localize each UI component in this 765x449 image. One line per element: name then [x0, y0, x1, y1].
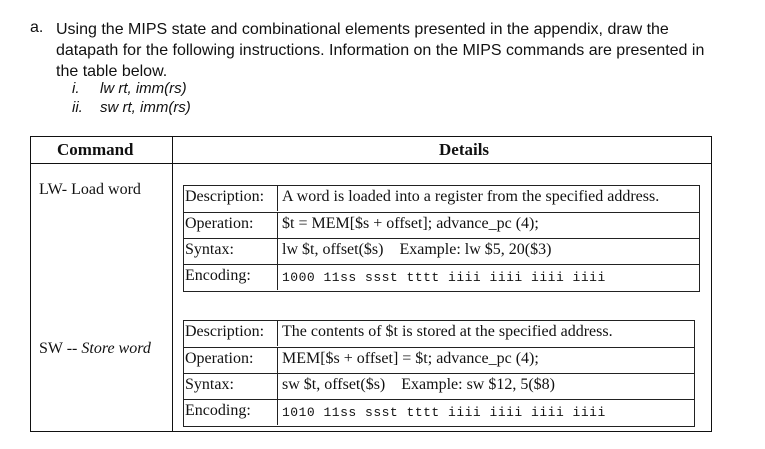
sub-item-number: i.	[72, 80, 80, 97]
detail-label: Encoding:	[185, 402, 251, 419]
detail-row-description	[184, 321, 694, 346]
sub-item-text: lw rt, imm(rs)	[100, 80, 187, 97]
detail-label: Encoding:	[185, 267, 251, 284]
detail-value: $t = MEM[$s + offset]; advance_pc (4);	[282, 215, 539, 232]
detail-value: sw $t, offset($s) Example: sw $12, 5($8)	[282, 376, 555, 393]
command-prefix: SW --	[39, 340, 82, 357]
header-details: Details	[439, 140, 490, 159]
detail-row-syntax	[184, 238, 699, 264]
detail-value: lw $t, offset($s) Example: lw $5, 20($3)	[282, 241, 552, 258]
details-box-lw	[183, 185, 700, 292]
sub-item-text: sw rt, imm(rs)	[100, 99, 191, 116]
detail-separator	[277, 321, 278, 346]
command-italic: Store word	[81, 340, 151, 357]
detail-value: A word is loaded into a register from the specified address.	[282, 188, 660, 205]
detail-value: 1000 11ss ssst tttt iiii iiii iiii iiii	[282, 270, 606, 285]
column-divider	[172, 137, 173, 431]
detail-separator	[277, 213, 278, 238]
command-lw: LW- Load word	[39, 181, 141, 198]
commands-table	[30, 136, 712, 432]
detail-label: Description:	[185, 323, 265, 340]
header-divider	[31, 163, 711, 164]
sub-item-number: ii.	[72, 99, 83, 116]
detail-row-encoding	[184, 264, 699, 290]
detail-label: Syntax:	[185, 241, 234, 258]
detail-separator	[277, 239, 278, 264]
detail-separator	[277, 400, 278, 425]
question-label: a.	[30, 19, 44, 36]
detail-label: Operation:	[185, 350, 254, 367]
question-text: Using the MIPS state and combinational elements presented in the appendix, draw the datapath for the following instructions. Information on the MIPS commands are presented in the table below.	[56, 21, 705, 80]
detail-row-encoding	[184, 399, 694, 425]
details-box-sw	[183, 320, 695, 427]
detail-row-description	[184, 186, 699, 211]
header-command: Command	[57, 140, 134, 159]
detail-label: Operation:	[185, 215, 254, 232]
detail-separator	[277, 374, 278, 399]
detail-value: MEM[$s + offset] = $t; advance_pc (4);	[282, 350, 539, 367]
detail-row-operation	[184, 212, 699, 238]
detail-row-syntax	[184, 373, 694, 399]
command-sw	[39, 340, 151, 358]
detail-label: Syntax:	[185, 376, 234, 393]
detail-row-operation	[184, 347, 694, 373]
detail-label: Description:	[185, 188, 265, 205]
detail-value: 1010 11ss ssst tttt iiii iiii iiii iiii	[282, 405, 606, 420]
detail-separator	[277, 186, 278, 211]
detail-value: The contents of $t is stored at the specified address.	[282, 323, 613, 340]
detail-separator	[277, 265, 278, 290]
detail-separator	[277, 348, 278, 373]
